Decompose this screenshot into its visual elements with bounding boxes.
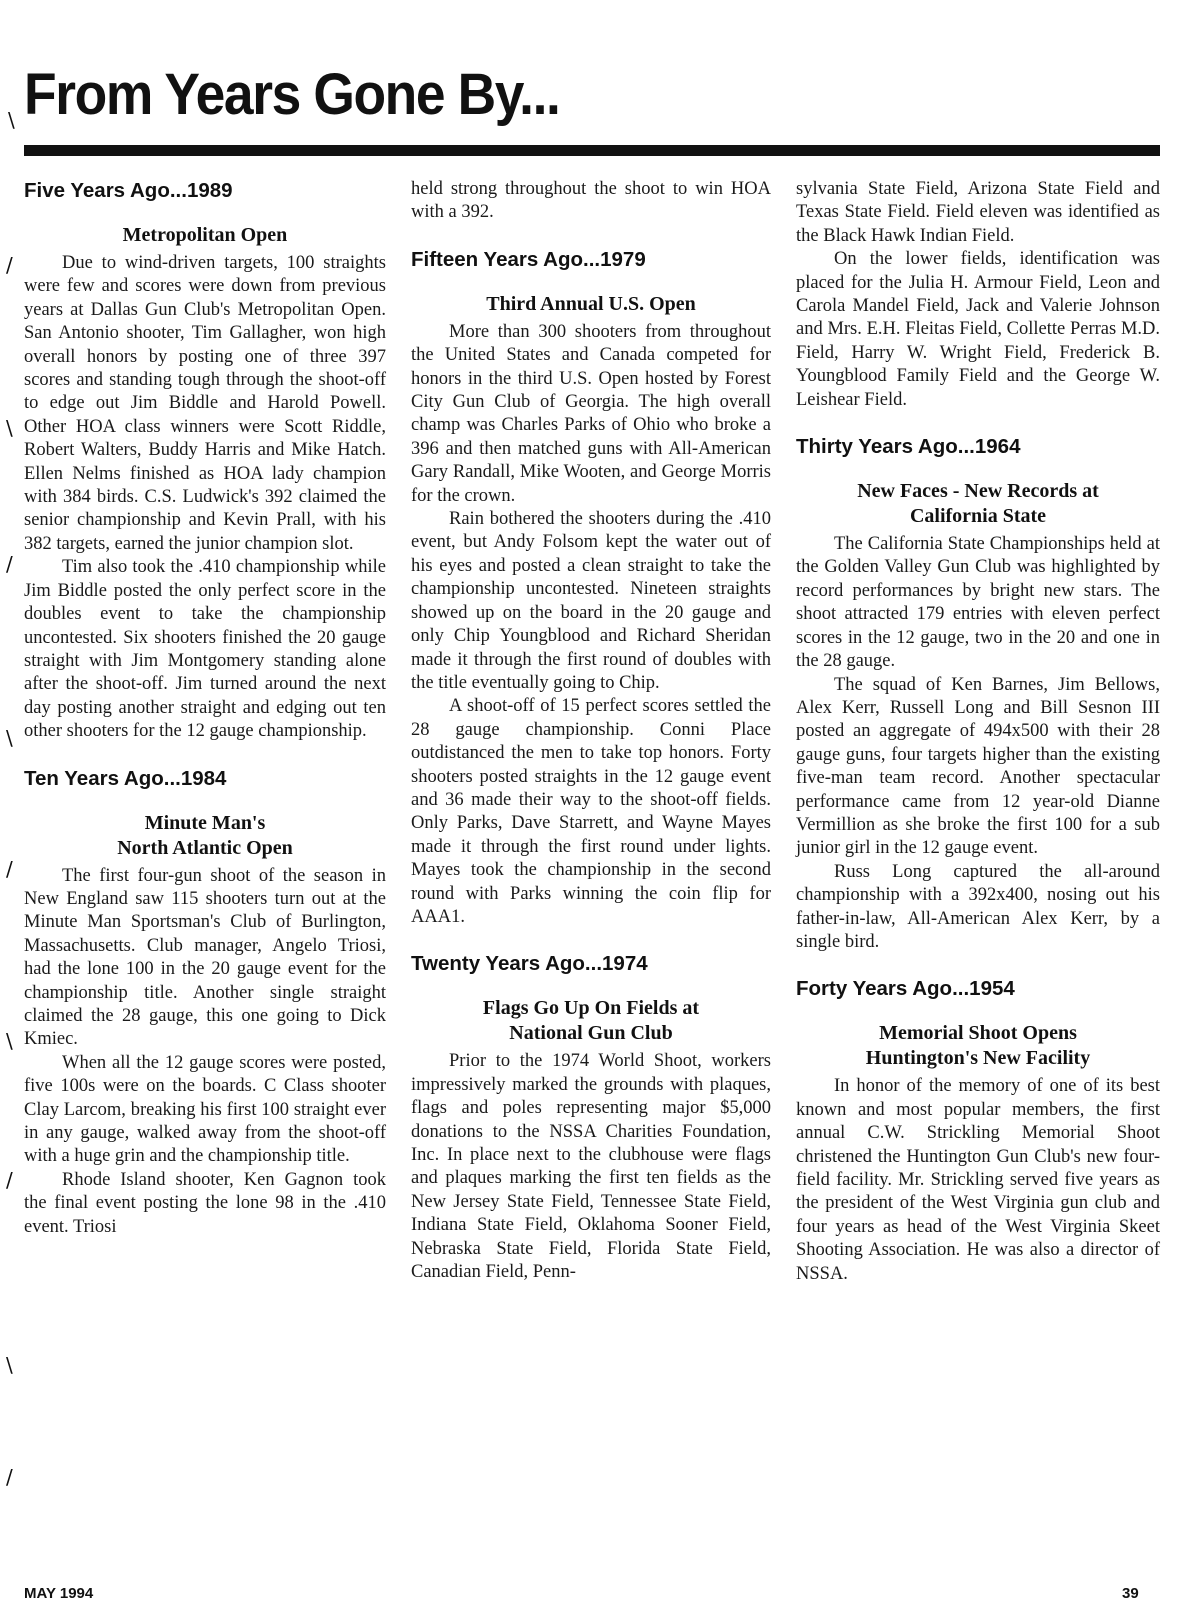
margin-mark: \ bbox=[6, 416, 13, 440]
margin-mark: / bbox=[6, 1465, 13, 1489]
section-heading: Thirty Years Ago...1964 bbox=[796, 435, 1021, 459]
paragraph: sylvania State Field, Arizona State Field and Texas State Field. Field eleven was identified as the Black Hawk Indian Field. bbox=[796, 179, 1160, 246]
footer-issue-date: MAY 1994 bbox=[24, 1585, 94, 1602]
section-heading: Five Years Ago...1989 bbox=[24, 179, 233, 202]
paragraph: On the lower fields, identification was placed for the Julia H. Armour Field, Leon and Carola Mandel Field, Jack and Valerie Johnson and Mrs. E.H. Fleitas Field, Collette Perras M.D. Field, Harry W. Wright Field, Frederick B. Youngblood Family Field and the George W. Leishear Field. bbox=[796, 249, 1160, 410]
paragraph: held strong throughout the shoot to win HOA with a 392. bbox=[411, 179, 771, 223]
section-heading: Fifteen Years Ago...1979 bbox=[411, 247, 646, 271]
article-headline: New Faces - New Records at California State bbox=[857, 480, 1099, 528]
margin-mark: / bbox=[6, 253, 13, 277]
paragraph: Rhode Island shooter, Ken Gagnon took the final event posting the lone 98 in the .410 event. Triosi bbox=[24, 1169, 386, 1237]
margin-mark: \ bbox=[6, 1353, 13, 1377]
margin-mark: / bbox=[6, 552, 13, 576]
paragraph: More than 300 shooters from throughout the United States and Canada competed for honors in the third U.S. Open hosted by Forest City Gun Club of Georgia. The high overall champ was Charles Parks of Ohio who broke a 396 and then matched guns with All-American Gary Randall, Mike Wooten, and George Morris for the crown. bbox=[411, 321, 771, 506]
article-headline: Flags Go Up On Fields at National Gun Club bbox=[482, 997, 700, 1045]
title-margin-mark: \ bbox=[8, 108, 15, 132]
paragraph: The first four-gun shoot of the season in New England saw 115 shooters turn out at the Minute Man Sportsman's Club of Burlington, Massachusetts. Club manager, Angelo Triosi, had the lone 100 in the 20 gauge event for the championship title. Another single straight claimed the 28 gauge, this one going to Dick Kmiec. bbox=[24, 865, 386, 1050]
article-headline: Minute Man's North Atlantic Open bbox=[117, 811, 293, 859]
paragraph: Russ Long captured the all-around championship with a 392x400, nosing out his father-in-law, All-American Alex Kerr, by a single bird. bbox=[796, 861, 1160, 952]
column-3 bbox=[796, 178, 1160, 1286]
title-rule bbox=[24, 145, 1160, 156]
section-heading: Forty Years Ago...1954 bbox=[796, 977, 1015, 1001]
paragraph: Prior to the 1974 World Shoot, workers impressively marked the grounds with plaques, flags and poles representing major $5,000 donations to the NSSA Charities Foundation, Inc. In place next to the clubhouse were flags and plaques marking the first ten fields as the New Jersey State Field, Tennessee State Field, Indiana State Field, Oklahoma Sooner Field, Nebraska State Field, Florida State Field, Canadian Field, Penn- bbox=[411, 1051, 771, 1283]
paragraph: When all the 12 gauge scores were posted, five 100s were on the boards. C Class shooter Clay Larcom, breaking his first 100 straight ever in any gauge, walked away from the shoot-off with a huge grin and the championship title. bbox=[24, 1052, 386, 1167]
section-heading: Twenty Years Ago...1974 bbox=[411, 952, 648, 976]
article-headline: Memorial Shoot Opens Huntington's New Facility bbox=[865, 1022, 1091, 1070]
column-1 bbox=[24, 178, 386, 1239]
margin-mark: / bbox=[6, 1168, 13, 1192]
margin-mark: \ bbox=[6, 726, 13, 750]
column-2 bbox=[411, 178, 771, 1284]
paragraph: The California State Championships held at the Golden Valley Gun Club was highlighted by record performances by bright new stars. The shoot attracted 179 entries with eleven perfect scores in the 12 gauge, two in the 20 and one in the 28 gauge. bbox=[796, 534, 1160, 672]
paragraph: Due to wind-driven targets, 100 straights were few and scores were down from previous years at Dallas Gun Club's Metropolitan Open. San Antonio shooter, Tim Gallagher, won high overall honors by posting one of three 397 scores and standing tough through the shoot-off to edge out Jim Biddle and Harold Powell. Other HOA class winners were Scott Riddle, Robert Walters, Buddy Harris and Mike Hatch. Ellen Nelms finished as HOA lady champion with 384 birds. C.S. Ludwick's 392 claimed the senior championship and Kevin Prall, with his 382 targets, earned the junior champion slot. bbox=[24, 253, 386, 554]
margin-mark: \ bbox=[6, 1029, 13, 1053]
paragraph: Tim also took the .410 championship while Jim Biddle posted the only perfect score in the doubles event to take the championship uncontested. Six shooters finished the 20 gauge straight with Jim Montgomery standing alone after the shoot-off. Jim turned around the next day posting another straight and edging out ten other shooters for the 12 gauge championship. bbox=[24, 557, 386, 742]
page-title: From Years Gone By... bbox=[24, 62, 560, 127]
paragraph: Rain bothered the shooters during the .410 event, but Andy Folsom kept the water out of his eyes and posted a clean straight to take the championship uncontested. Nineteen straights showed up on the board in the 20 gauge and only Chip Youngblood and Richard Sheridan made it through the first round of doubles with the title eventually going to Chip. bbox=[411, 509, 771, 693]
footer-page-number: 39 bbox=[1122, 1585, 1139, 1602]
article-headline: Third Annual U.S. Open bbox=[486, 292, 696, 315]
margin-mark: / bbox=[6, 857, 13, 881]
paragraph: A shoot-off of 15 perfect scores settled the 28 gauge championship. Conni Place outdistanced the men to take top honors. Forty shooters posted straights in the 12 gauge event and 36 made their way to the shoot-off fields. Only Parks, Dave Starrett, and Wayne Mayes made it through the first round under lights. Mayes took the championship in the second round with Parks winning the coin flip for AAA1. bbox=[411, 696, 771, 927]
paragraph: In honor of the memory of one of its best known and most popular members, the first annual C.W. Strickling Memorial Shoot christened the Huntington Gun Club's new four-field facility. Mr. Strickling served five years as the president of the West Virginia gun club and four years as head of the West Virginia Skeet Shooting Association. He was also a director of NSSA. bbox=[796, 1076, 1160, 1284]
article-headline: Metropolitan Open bbox=[122, 224, 288, 246]
section-heading: Ten Years Ago...1984 bbox=[24, 766, 227, 790]
paragraph: The squad of Ken Barnes, Jim Bellows, Alex Kerr, Russell Long and Bill Sesnon III posted an aggregate of 494x500 with their 28 gauge guns, four targets higher than the existing five-man team record. Another spectacular performance came from 12 year-old Dianne Vermillion as she broke the first 100 for a sub junior girl in the 12 gauge event. bbox=[796, 674, 1160, 859]
